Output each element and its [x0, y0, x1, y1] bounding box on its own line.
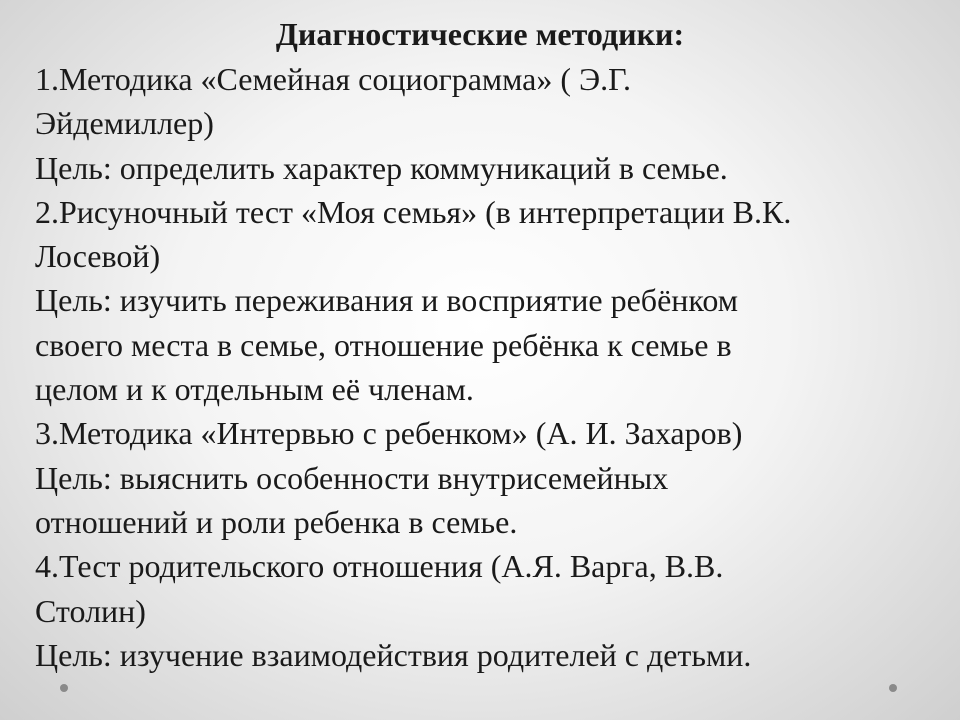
slide-body [35, 57, 935, 677]
method-1-title-line-1: 1.Методика «Семейная социограмма» ( Э.Г. [35, 61, 632, 97]
method-2-title-line-2: Лосевой) [35, 238, 161, 275]
method-4-goal: Цель: изучение взаимодействия родителей с детьми. [35, 636, 752, 673]
slide-title: Диагностические методики: [275, 16, 685, 52]
method-4-title-line-2: Столин) [35, 592, 146, 629]
method-1-goal: Цель: определить характер коммуникаций в семье. [35, 149, 728, 186]
method-1-title-line-2: Эйдемиллер) [35, 105, 214, 142]
method-2-title-line-1: 2.Рисуночный тест «Моя семья» (в интерпретации В.К. [35, 193, 792, 230]
method-2-goal-line-1: Цель: изучить переживания и восприятие ребёнком [35, 282, 738, 319]
decorative-dot-left [60, 684, 68, 692]
method-4-title-line-1: 4.Тест родительского отношения (А.Я. Варга, В.В. [35, 548, 724, 585]
method-2-goal-line-2: своего места в семье, отношение ребёнка к семье в [35, 326, 732, 363]
method-3-goal-line-2: отношений и роли ребенка в семье. [35, 503, 518, 540]
method-3-goal-line-1: Цель: выяснить особенности внутрисемейных [35, 459, 669, 496]
method-2-goal-line-3: целом и к отдельным её членам. [35, 371, 474, 408]
method-3-title: 3.Методика «Интервью с ребенком» (А. И. Захаров) [35, 415, 743, 452]
decorative-dot-right [889, 684, 897, 692]
